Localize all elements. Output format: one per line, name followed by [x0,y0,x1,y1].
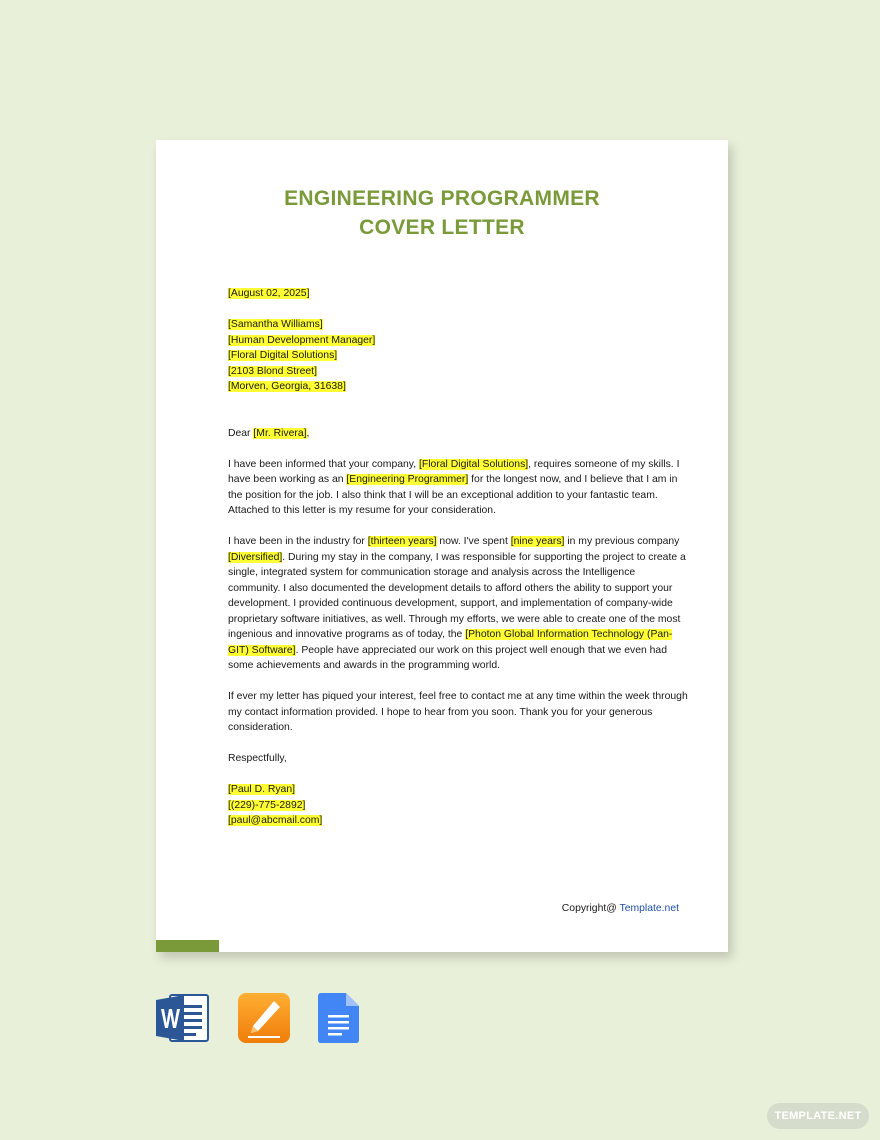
recipient-street: [2103 Blond Street] [228,365,317,377]
date-line [228,286,688,302]
google-docs-icon[interactable] [318,993,359,1043]
date: [August 02, 2025] [228,288,310,299]
paragraph-3: If ever my letter has piqued your interest, feel free to contact me at any time within the week through my contact information provided. I hope to hear from you soon. Thank you for your generous consideration. [228,691,688,733]
sender-name: [Paul D. Ryan] [228,784,295,795]
paragraph-1: I have been informed that your company, [Floral Digital Solutions], requires someone of my skills. I have been working as an [Engineering Programmer] for the longest now, and I believe that I am in the position for the job. I also think that I will be an exceptional addition to your fantastic team. Attached to this letter is my resume for your consideration. [228,458,680,516]
copyright-notice: Copyright@ Template.net [561,903,679,914]
document-title [156,184,728,242]
pages-icon[interactable] [238,993,290,1043]
title-line-2: COVER LETTER [359,216,525,239]
sender-email: [paul@abcmail.com] [228,815,323,826]
word-icon[interactable] [156,993,210,1043]
recipient-block [228,317,688,395]
document-page [156,140,728,952]
watermark-badge: TEMPLATE.NET [767,1103,869,1129]
recipient-name: [Samantha Williams] [228,319,323,330]
salutation: Dear [Mr. Rivera], [228,427,310,439]
title-line-1: ENGINEERING PROGRAMMER [284,187,600,210]
sender-block [228,782,688,829]
salutation-name: [Mr. Rivera] [253,427,307,439]
sender-phone: [(229)-775-2892] [228,799,306,811]
letter-body [228,286,688,829]
recipient-title: [Human Development Manager] [228,334,376,346]
accent-bar [156,940,219,952]
paragraph-2: I have been in the industry for [thirteen years] now. I've spent [nine years] in my previous company [Diversified]. During my stay in the company, I was responsible for supporting the project to create a single, integrated system for communication storage and analysis across the Intelligence community. I also documented the development details to afford others the ability to support your development. I provided continuous development, support, and implementation of company-wide proprietary software initiatives, as well. Through my efforts, we were able to create one of the most ingenious and innovative programs as of today, the [Photon Global Information Technology (Pan-GIT) Software]. People have appreciated our work on this project well enough that we even had some achievements and awards in the programming world. [228,536,686,671]
closing: Respectfully, [228,753,287,764]
recipient-city: [Morven, Georgia, 31638] [228,381,346,392]
copyright-link[interactable]: Template.net [619,903,679,914]
recipient-company: [Floral Digital Solutions] [228,350,338,361]
